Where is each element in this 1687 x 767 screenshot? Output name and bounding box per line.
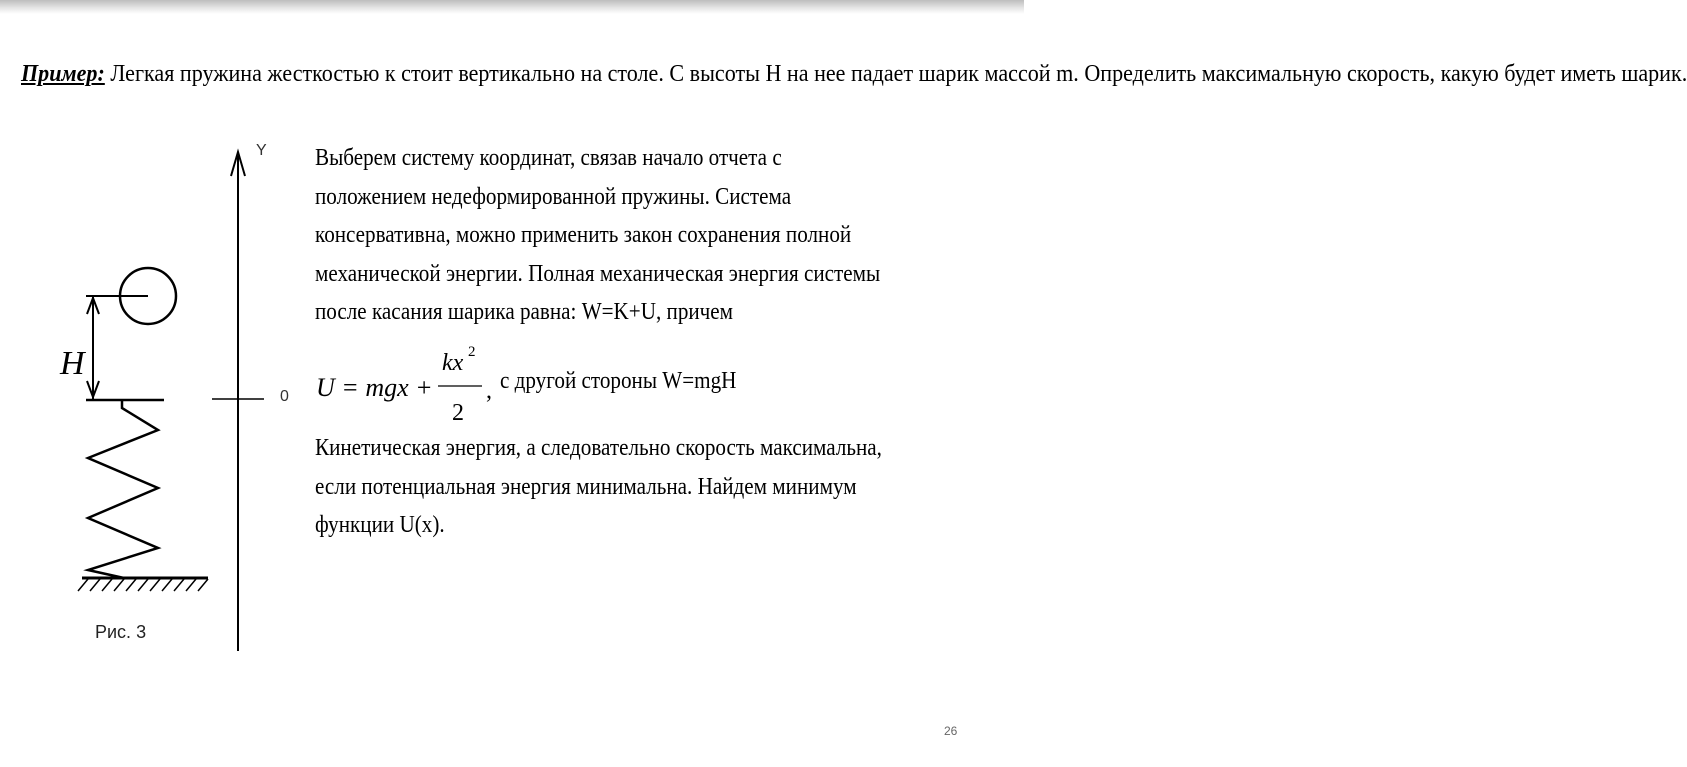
figure-caption: Рис. 3 (95, 622, 147, 642)
text-line: Выберем систему координат, связав начало отчета с (315, 145, 782, 171)
spring (88, 400, 158, 578)
page-number: 26 (944, 724, 958, 738)
example-label: Пример: (21, 61, 105, 87)
text-line: если потенциальная энергия минимальна. Найдем минимум (315, 473, 857, 500)
formula-denominator: 2 (452, 400, 464, 426)
origin-label: 0 (280, 388, 289, 405)
text-line: после касания шарика равна: W=K+U, причем (315, 299, 734, 325)
formula-comma: , (486, 378, 492, 404)
top-bar (0, 0, 1024, 14)
formula-numerator: kx (442, 350, 464, 376)
text-line: консервативна, можно применить закон сохранения полной (315, 222, 852, 248)
text-line: Кинетическая энергия, а следовательно скорость максимальна, (315, 435, 882, 461)
conclusion-paragraph (315, 429, 984, 545)
text-line: механической энергии. Полная механическая энергия системы (315, 260, 881, 287)
floor-hatching (78, 579, 208, 591)
slide (0, 14, 1687, 767)
formula-exponent: 2 (468, 344, 476, 360)
explanation-paragraph (315, 139, 984, 332)
formula-continuation: с другой стороны W=mgH (500, 368, 737, 394)
y-axis-label: Y (256, 142, 267, 159)
text-line: положением недеформированной пружины. Система (315, 183, 792, 210)
formula-lhs: U = mgx + (316, 373, 433, 402)
example-statement (21, 58, 1687, 91)
example-text: Легкая пружина жесткостью к стоит вертикально на столе. С высоты H на нее падает шарик массой m. Определить максимальную скорость, какую будет иметь шарик. (110, 61, 1687, 87)
formula-math (316, 340, 496, 430)
spring-figure (60, 146, 310, 666)
text-line: функции U(x). (315, 512, 445, 538)
height-label: H (60, 345, 85, 382)
